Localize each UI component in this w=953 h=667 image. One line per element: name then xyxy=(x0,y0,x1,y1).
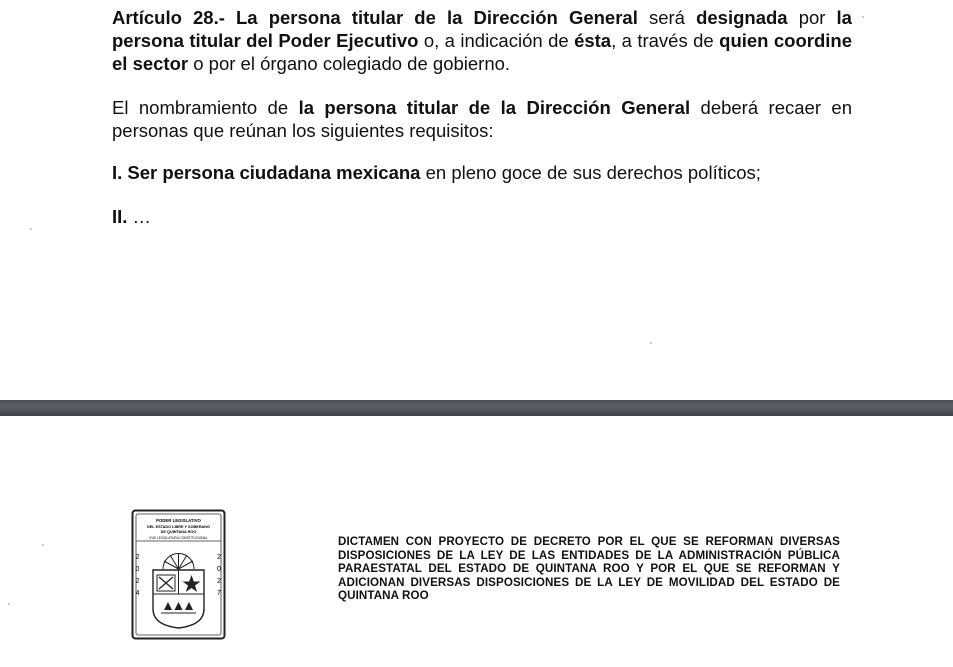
text-run: deberá recaer en personas que reúnan los siguientes requisitos: xyxy=(112,97,852,141)
seal-year-right-2: 0 xyxy=(217,566,221,573)
seal-line-1: PODER LEGISLATIVO xyxy=(156,518,201,523)
legislature-seal-icon xyxy=(131,509,226,640)
text-run: , a través de xyxy=(611,30,720,51)
scan-speck xyxy=(650,342,652,344)
scan-speck xyxy=(42,544,44,546)
requirement-ii xyxy=(112,205,852,228)
seal-year-left-4: 4 xyxy=(135,590,140,597)
page-divider xyxy=(0,400,953,416)
bold-text-run: Artículo 28.- La persona titular de la Dirección General xyxy=(112,7,638,28)
article-28-paragraph xyxy=(112,6,852,75)
bold-text-run: ésta xyxy=(574,30,612,51)
text-run: o por el órgano colegiado de gobierno. xyxy=(188,53,511,74)
seal-year-left-1: 2 xyxy=(135,554,140,561)
text-run: El nombramiento de xyxy=(112,97,299,118)
seal-year-right-4: 7 xyxy=(217,590,221,597)
bold-text-run: II. xyxy=(112,206,128,227)
seal-year-left-3: 2 xyxy=(135,578,140,585)
scan-speck xyxy=(30,228,32,230)
seal-line-2: DEL ESTADO LIBRE Y SOBERANO xyxy=(146,525,211,529)
text-run: … xyxy=(127,206,152,227)
seal-year-right-1: 2 xyxy=(217,554,221,561)
bold-text-run: I. Ser persona ciudadana mexicana xyxy=(112,162,421,183)
text-run: o, a indicación de xyxy=(418,30,575,51)
seal-year-right-3: 2 xyxy=(217,578,221,585)
seal-year-left-2: 0 xyxy=(135,566,140,573)
dictamen-title: DICTAMEN CON PROYECTO DE DECRETO POR EL QUE SE REFORMAN DIVERSAS DISPOSICIONES DE LA LEY DE LAS ENTIDADES DE LA ADMINISTRACIÓN PÚBLICA PARAESTATAL DEL ESTADO DE QUINTANA ROO Y POR EL QUE SE REFORMAN Y ADICIONAN DIVERSAS DISPOSICIONES DE LA LEY DE MOVILIDAD DEL ESTADO DE QUINTANA ROO xyxy=(338,535,840,603)
bold-text-run: designada xyxy=(696,7,788,28)
bold-text-run: la persona titular de la Dirección General xyxy=(298,97,691,118)
requirement-i xyxy=(112,161,852,184)
seal-line-3: DE QUINTANA ROO xyxy=(160,530,197,534)
text-run: por xyxy=(787,7,837,28)
text-run: en pleno goce de sus derechos políticos; xyxy=(420,162,761,183)
bold-text-run: la persona titular del Poder Ejecutivo xyxy=(112,7,852,51)
scan-speck xyxy=(862,16,864,18)
appointment-paragraph xyxy=(112,96,852,142)
scan-speck xyxy=(8,603,10,605)
text-run: será xyxy=(637,7,697,28)
seal-line-4: XVIII LEGISLATURA CONSTITUCIONAL xyxy=(149,536,208,540)
bold-text-run: quien coordine el sector xyxy=(112,30,853,74)
